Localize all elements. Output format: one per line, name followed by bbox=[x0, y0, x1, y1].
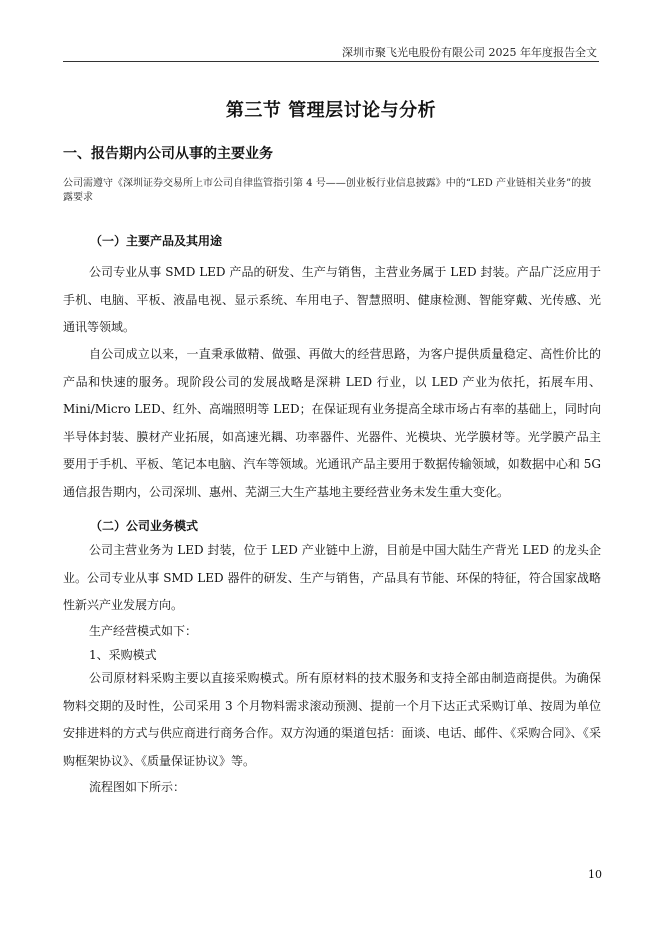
compliance-note: 公司需遵守《深圳证券交易所上市公司自律监管指引第 4 号——创业板行业信息披露》中的“LED 产业链相关业务”的披露要求 bbox=[63, 178, 592, 203]
section-title: 第三节 管理层讨论与分析 bbox=[225, 100, 437, 121]
heading-main-business: 一、报告期内公司从事的主要业务 bbox=[63, 146, 273, 162]
paragraph-production-bases: 报告期内，公司深圳、惠州、芜湖三大生产基地主要经营业务未发生重大变化。 bbox=[89, 485, 510, 499]
subheading-products: （一）主要产品及其用途 bbox=[90, 234, 223, 248]
page-number: 10 bbox=[588, 868, 602, 881]
paragraph-purchasing-mode: 公司原材料采购主要以直接采购模式。所有原材料的技术服务和支持全部由制造商提供。为确保物料交期的及时性，公司采用 3 个月物料需求滚动预测、提前一个月下达正式采购订单、按周为单位安排进料的方式与供应商进行商务合作。双方沟通的渠道包括：面谈、电话、邮件、《采购合同》、《采购框架协议》、《质量保证协议》等。 bbox=[63, 671, 601, 768]
paragraph-flowchart-intro: 流程图如下所示： bbox=[89, 780, 186, 794]
header-rule bbox=[63, 61, 599, 62]
paragraph-operating-mode-intro: 生产经营模式如下： bbox=[89, 624, 198, 638]
paragraph-products-scope: 公司专业从事 SMD LED 产品的研发、生产与销售，主营业务属于 LED 封装。产品广泛应用于手机、电脑、平板、液晶电视、显示系统、车用电子、智慧照明、健康检测、智能穿戴、光传感、光通讯等领域。 bbox=[63, 265, 601, 334]
paragraph-purchasing-heading: 1、采购模式 bbox=[89, 648, 157, 662]
paragraph-business-overview: 公司主营业务为 LED 封装，位于 LED 产业链中上游，目前是中国大陆生产背光 LED 的龙头企业。公司专业从事 SMD LED 器件的研发、生产与销售，产品具有节能、环保的特征，符合国家战略性新兴产业发展方向。 bbox=[63, 543, 601, 612]
paragraph-development-strategy: 自公司成立以来，一直秉承做精、做强、再做大的经营思路，为客户提供质量稳定、高性价比的产品和快速的服务。现阶段公司的发展战略是深耕 LED 行业，以 LED 产业为依托，拓展车用、Mini/Micro LED、红外、高端照明等 LED；在保证现有业务提高全球市场占有率的基础上，同时向半导体封装、膜材产业拓展，如高速光耦、功率器件、光器件、光模块、光学膜材等。光学膜产品主要用于手机、平板、笔记本电脑、汽车等领域。光通讯产品主要用于数据传输领域，如数据中心和 5G 通信。 bbox=[63, 347, 601, 499]
running-header: 深圳市聚飞光电股份有限公司 2025 年年度报告全文 bbox=[342, 46, 597, 59]
subheading-business-model: （二）公司业务模式 bbox=[90, 519, 199, 533]
